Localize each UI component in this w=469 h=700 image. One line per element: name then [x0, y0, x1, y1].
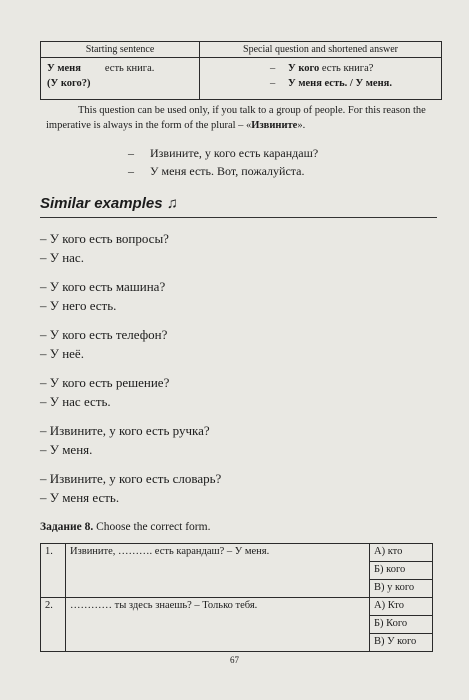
example-line: – У кого есть вопросы?: [40, 231, 169, 246]
example-line: – Извините, у кого есть ручка?: [40, 423, 210, 438]
exercise-table: [40, 543, 433, 652]
row-number: 1.: [41, 544, 66, 598]
question-rest: есть книга?: [319, 63, 374, 74]
example-line: – У нас.: [40, 250, 84, 265]
usage-note: [46, 103, 436, 133]
col-header-starting: Starting sentence: [41, 42, 200, 58]
task-heading: [40, 521, 210, 533]
example-line: – У кого есть решение?: [40, 375, 170, 390]
note-end: ».: [297, 120, 306, 131]
dialogue-text: У меня есть. Вот, пожалуйста.: [150, 164, 305, 178]
special-question-cell: [200, 58, 442, 100]
section-title: Similar examples ♫: [40, 195, 178, 212]
exercise-sentence: Извините, ………. есть карандаш? – У меня.: [66, 544, 370, 598]
task-label: Задание 8.: [40, 521, 94, 533]
dialogue-text: Извините, у кого есть карандаш?: [150, 146, 319, 160]
dash: –: [128, 164, 134, 178]
answer-option[interactable]: В) У кого: [370, 634, 433, 652]
table-row: [41, 598, 433, 616]
section-divider: [40, 217, 437, 218]
exercise-sentence: ………… ты здесь знаешь? – Только тебя.: [66, 598, 370, 652]
dash: –: [128, 146, 134, 160]
starting-subject: У меня: [47, 63, 81, 74]
answer-option[interactable]: А) кто: [370, 544, 433, 562]
starting-sentence-cell: [41, 58, 200, 100]
example-line: – Извините, у кого есть словарь?: [40, 471, 222, 486]
example-line: – У кого есть машина?: [40, 279, 166, 294]
sentence-table: [40, 41, 442, 100]
col-header-special: Special question and shortened answer: [200, 42, 442, 58]
example-line: – У меня есть.: [40, 490, 120, 505]
row-number: 2.: [41, 598, 66, 652]
dialogue-line: [128, 164, 305, 179]
starting-question: (У кого?): [47, 78, 91, 89]
example-line: – У кого есть телефон?: [40, 327, 168, 342]
table-row: [41, 544, 433, 562]
answer-option[interactable]: В) у кого: [370, 580, 433, 598]
note-keyword: Извините: [251, 120, 298, 131]
note-text: This question can be used only, if you talk to a group of people. For this reason the imperative is always in the form of the plural – «: [46, 105, 426, 131]
dash: –: [270, 78, 276, 89]
short-answer: У меня есть. / У меня.: [288, 78, 392, 89]
task-instruction: Choose the correct form.: [93, 521, 211, 533]
answer-option[interactable]: Б) кого: [370, 562, 433, 580]
example-line: – У меня.: [40, 442, 93, 457]
example-line: – У неё.: [40, 346, 84, 361]
dash: –: [270, 63, 276, 74]
starting-predicate: есть книга.: [104, 63, 155, 74]
answer-option[interactable]: Б) Кого: [370, 616, 433, 634]
example-line: – У него есть.: [40, 298, 117, 313]
example-line: – У нас есть.: [40, 394, 111, 409]
question-bold: У кого: [288, 63, 320, 74]
dialogue-line: [128, 146, 318, 161]
answer-option[interactable]: А) Кто: [370, 598, 433, 616]
page-number: 67: [230, 655, 239, 665]
